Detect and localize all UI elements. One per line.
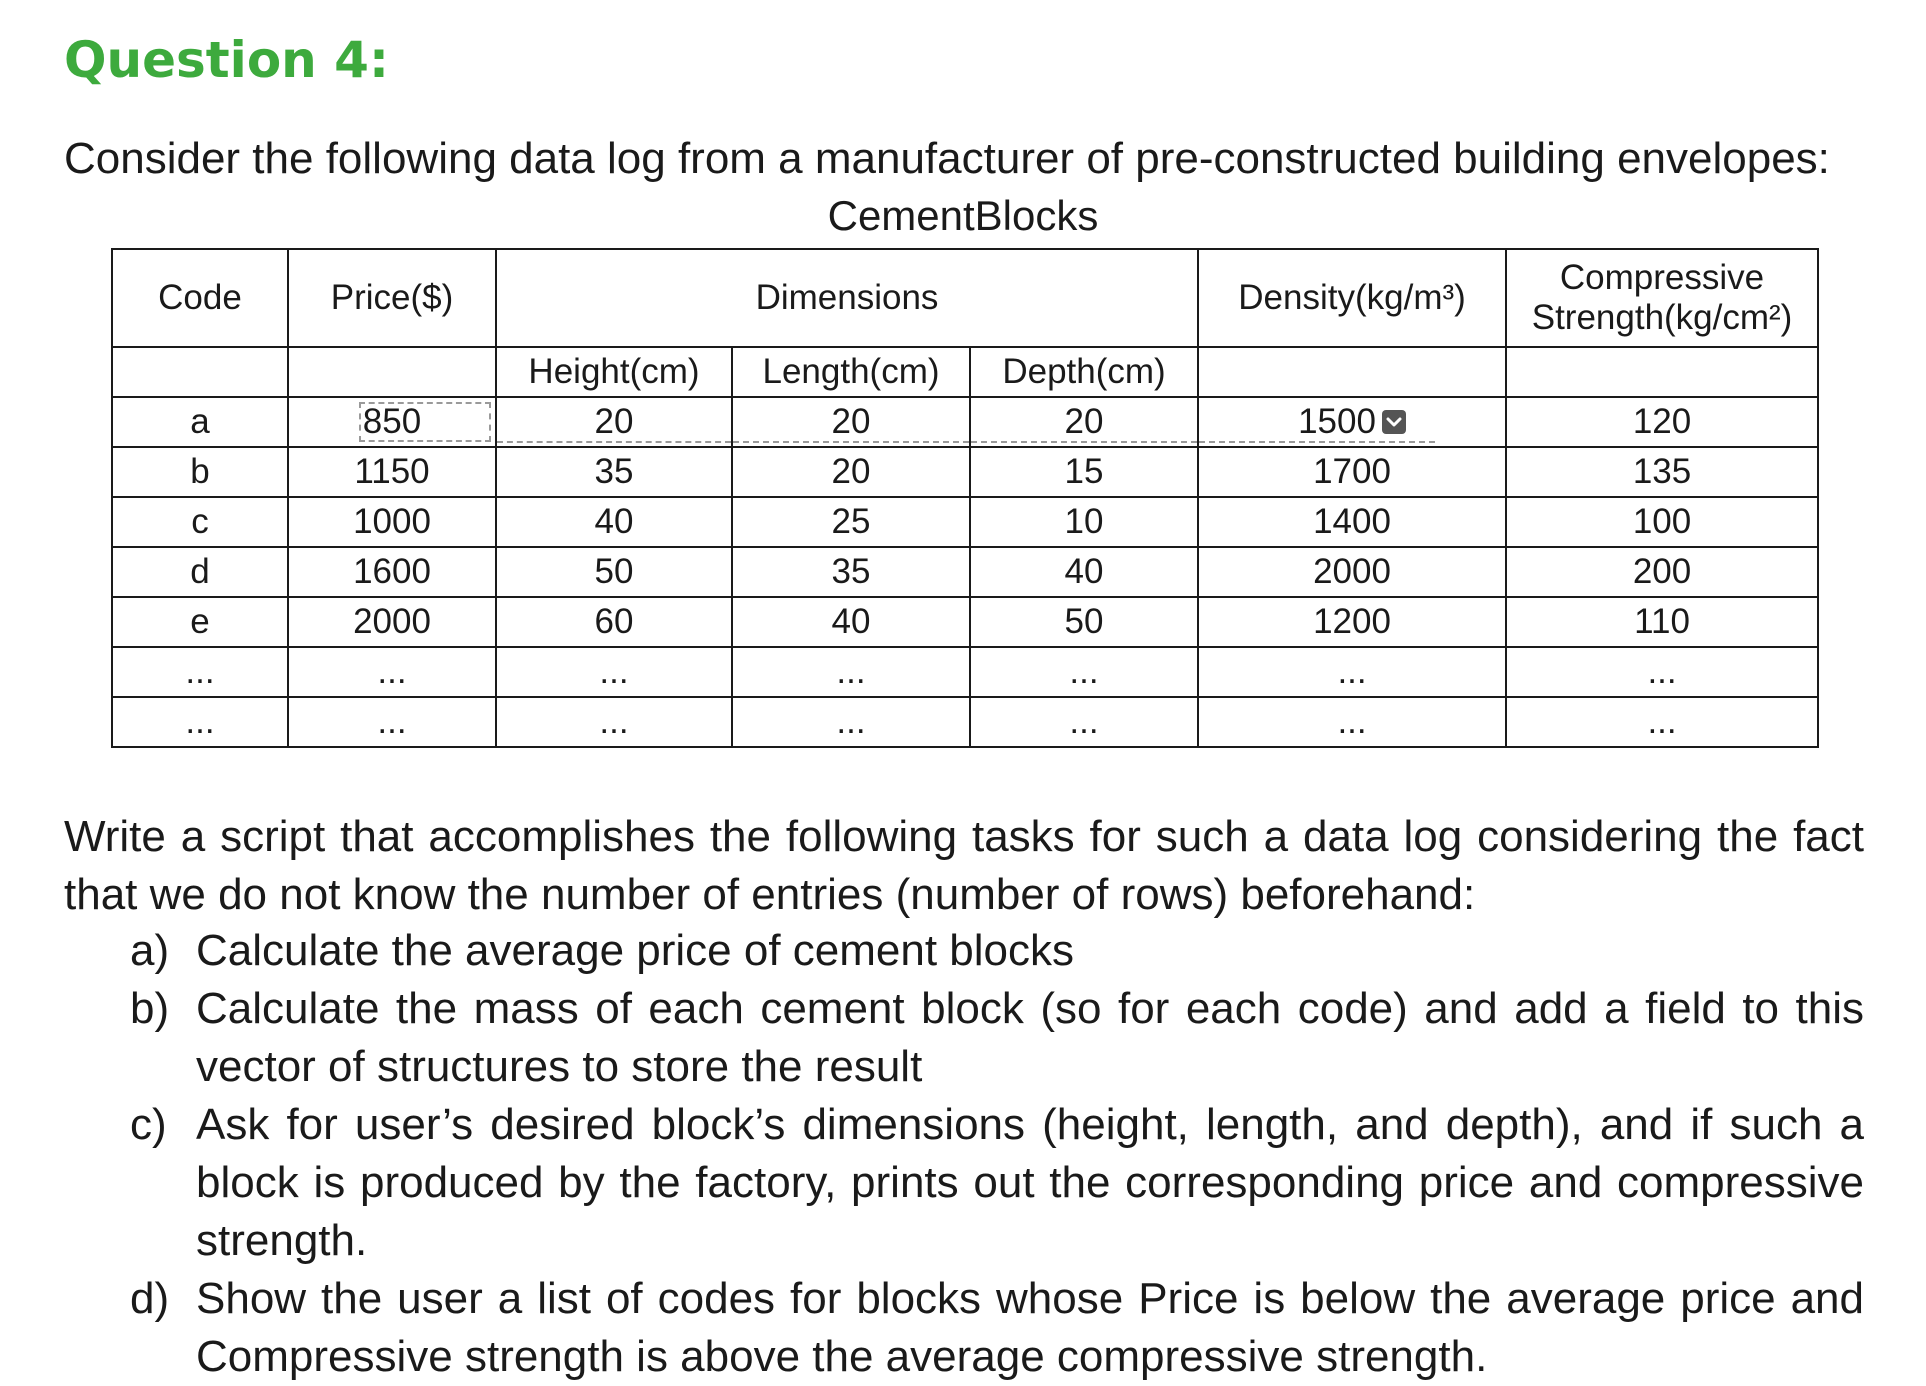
- table-row: [112, 447, 1818, 497]
- cell-strength: 100: [1506, 497, 1818, 547]
- cell-height-value: 20: [594, 402, 634, 441]
- cement-blocks-table: [111, 248, 1819, 748]
- cell-depth: 10: [970, 497, 1198, 547]
- cell-depth: 50: [970, 597, 1198, 647]
- cell-density: 2000: [1198, 547, 1506, 597]
- selection-outline: [497, 441, 731, 443]
- cell-height: 40: [496, 497, 732, 547]
- question-title: Question 4:: [64, 31, 389, 89]
- ellipsis-row: [112, 647, 1818, 697]
- cell-depth: 15: [970, 447, 1198, 497]
- task-intro: Write a script that accomplishes the following tasks for such a data log considering the fact that we do not know the number of entries (number of rows) beforehand:: [64, 812, 1864, 919]
- cell-length: [732, 397, 970, 447]
- table-row: [112, 547, 1818, 597]
- selection-outline: [1199, 441, 1435, 443]
- selection-outline: [971, 441, 1197, 443]
- selection-outline: [733, 441, 969, 443]
- header-strength: [1506, 249, 1818, 347]
- cell-code: d: [112, 547, 288, 597]
- task-marker: d): [130, 1274, 170, 1323]
- header-density: Density(kg/m³): [1198, 249, 1506, 347]
- cell-code: a: [112, 397, 288, 447]
- cell-depth-value: 20: [1064, 402, 1104, 441]
- subheader-row: [112, 347, 1818, 397]
- cell-length: 35: [732, 547, 970, 597]
- table-row: [112, 397, 1818, 447]
- task-marker: b): [130, 984, 170, 1033]
- cell-price: 2000: [288, 597, 496, 647]
- subheader-empty: [112, 347, 288, 397]
- task-text: Calculate the average price of cement blocks: [196, 926, 1075, 975]
- header-strength-line2: Strength(kg/cm²): [1531, 298, 1793, 337]
- header-row: [112, 249, 1818, 347]
- cell-height: 35: [496, 447, 732, 497]
- cell-length: 40: [732, 597, 970, 647]
- cell-price-value: 850: [362, 402, 422, 441]
- cell-depth: [970, 397, 1198, 447]
- cell-density: 1400: [1198, 497, 1506, 547]
- cell-ellipsis: ...: [970, 647, 1198, 697]
- cell-depth: 40: [970, 547, 1198, 597]
- cell-price: [288, 397, 496, 447]
- table-row: [112, 597, 1818, 647]
- cell-code: c: [112, 497, 288, 547]
- intro-text: Consider the following data log from a manufacturer of pre-constructed building envelopes:: [64, 134, 1830, 183]
- cell-ellipsis: ...: [288, 647, 496, 697]
- cell-length: 20: [732, 447, 970, 497]
- task-text: Calculate the mass of each cement block (so for each code) and add a field to this vector of structures to store the result: [196, 984, 1864, 1091]
- cell-ellipsis: ...: [1198, 647, 1506, 697]
- task-item: [130, 1270, 1864, 1386]
- cell-strength: 120: [1506, 397, 1818, 447]
- header-price: Price($): [288, 249, 496, 347]
- subheader-empty: [1506, 347, 1818, 397]
- cell-density: 1200: [1198, 597, 1506, 647]
- cell-ellipsis: ...: [732, 647, 970, 697]
- cell-ellipsis: ...: [1506, 647, 1818, 697]
- cell-ellipsis: ...: [1506, 697, 1818, 747]
- subheader-height: Height(cm): [496, 347, 732, 397]
- cell-ellipsis: ...: [732, 697, 970, 747]
- cell-height: 60: [496, 597, 732, 647]
- cell-price: 1150: [288, 447, 496, 497]
- cell-height: [496, 397, 732, 447]
- cell-code: b: [112, 447, 288, 497]
- cell-density-value: 1500: [1298, 402, 1376, 441]
- table-row: [112, 497, 1818, 547]
- subheader-length: Length(cm): [732, 347, 970, 397]
- cell-ellipsis: ...: [496, 697, 732, 747]
- task-marker: a): [130, 926, 170, 975]
- cell-ellipsis: ...: [112, 647, 288, 697]
- task-text: Show the user a list of codes for blocks whose Price is below the average price and Compressive strength is above the average compressive strength.: [196, 1274, 1864, 1381]
- task-text: Ask for user’s desired block’s dimensions (height, length, and depth), and if such a block is produced by the factory, prints out the corresponding price and compressive strength.: [196, 1100, 1864, 1265]
- cell-price: 1600: [288, 547, 496, 597]
- cell-strength: 110: [1506, 597, 1818, 647]
- cell-ellipsis: ...: [970, 697, 1198, 747]
- cell-density: [1198, 397, 1506, 447]
- cell-price: 1000: [288, 497, 496, 547]
- cell-ellipsis: ...: [288, 697, 496, 747]
- task-item: [130, 980, 1864, 1096]
- header-strength-line1: Compressive: [1559, 258, 1765, 297]
- chevron-down-icon[interactable]: [1382, 410, 1406, 434]
- cell-density: 1700: [1198, 447, 1506, 497]
- cell-height: 50: [496, 547, 732, 597]
- subheader-depth: Depth(cm): [970, 347, 1198, 397]
- cell-length-value: 20: [831, 402, 871, 441]
- header-code: Code: [112, 249, 288, 347]
- task-item: [130, 1096, 1864, 1270]
- table-caption: CementBlocks: [827, 192, 1099, 239]
- header-dimensions: Dimensions: [496, 249, 1198, 347]
- cell-ellipsis: ...: [1198, 697, 1506, 747]
- cell-strength: 200: [1506, 547, 1818, 597]
- subheader-empty: [1198, 347, 1506, 397]
- cell-ellipsis: ...: [496, 647, 732, 697]
- subheader-empty: [288, 347, 496, 397]
- ellipsis-row: [112, 697, 1818, 747]
- task-item: [130, 922, 1864, 980]
- cell-length: 25: [732, 497, 970, 547]
- cell-code: e: [112, 597, 288, 647]
- cell-strength: 135: [1506, 447, 1818, 497]
- task-list: [130, 922, 1864, 1386]
- cell-ellipsis: ...: [112, 697, 288, 747]
- task-marker: c): [130, 1100, 167, 1149]
